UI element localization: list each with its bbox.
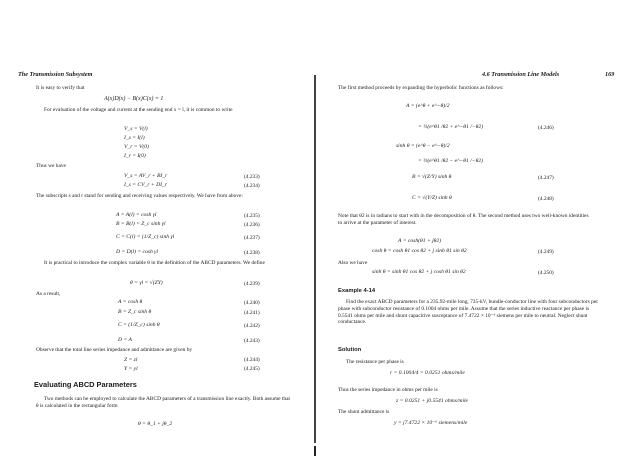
running-header: 4.6 Transmission Line Models [482,71,560,78]
equation: r = 0.1004/4 = 0.0251 ohms/mile [390,370,465,376]
running-header: The Transmission Subsystem [18,71,93,78]
equation: A = cosh(θ1 + jθ2) [398,238,442,244]
equation: B = Z_c sinh θ [118,309,152,315]
right-page [320,0,638,464]
equation: sinh θ = sinh θ1 cos θ2 + j cosh θ1 sin θ2 [372,269,466,275]
equation: θ = γl = √(ZY) [130,280,163,286]
equation: D = D(l) = cosh γl [116,249,158,255]
equation: I_s = I(l) [124,135,145,141]
equation-number: (4.249) [538,249,554,255]
equation: I_r = I(0) [124,153,146,159]
equation-number: (4.234) [244,183,260,189]
equation: C = √(Y/Z) sinh θ [412,195,452,201]
equation: A = cosh θ [118,299,143,305]
equation: C = C(l) = (1/Z_c) sinh γl [116,234,175,240]
equation-number: (4.243) [244,338,260,344]
page-number: 169 [605,71,615,78]
paragraph: Two methods can be employed to calculate the ABCD parameters of a transmission line exactly. Both assume that θ is calculated in the rectangular form [36,396,290,409]
equation-number: (4.242) [244,323,260,329]
equation: Y = yl [124,366,138,372]
paragraph: Observe that the total line series impedance and admittance are given by [36,347,193,353]
equation-number: (4.241) [244,310,260,316]
equation: A(x)D(x) − B(x)C(x) = 1 [104,96,164,102]
paragraph: Also we have [338,260,368,266]
paragraph: For evaluation of the voltage and current at the sending end x = l, it is common to write [44,107,233,113]
section-heading: Evaluating ABCD Parameters [34,380,137,389]
equation: = ½(e^θ1 /θ2 − e^−θ1 /−θ2) [418,158,483,164]
paragraph: It is easy to verify that [36,85,85,91]
equation: A = (e^θ + e^−θ)/2 [406,103,450,109]
equation: = ½(e^θ1 /θ2 + e^−θ1 /−θ2) [418,124,483,130]
equation: V_s = V(l) [124,126,148,132]
equation-number: (4.235) [244,213,260,219]
example-heading: Example 4-14 [338,288,376,294]
paragraph: The first method proceeds by expanding the hyperbolic functions as follows: [338,85,504,91]
equation: cosh θ = cosh θ1 cos θ2 + j sinh θ1 sin θ2 [372,248,467,254]
equation-number: (4.247) [538,175,554,181]
equation: B = √(Z/Y) sinh θ [412,174,452,180]
paragraph: Find the exact ABCD parameters for a 235.92-mile long, 735-kV, bundle-conductor line with four subconductors per phase with subconductor resistance of 0.1004 ohms per mile. Assume that the series inductive reactance per phase is 0.5541 ohms per mile and shunt capacitive susceptance of 7.4722 × 10⁻⁶ siemens per mile to neutral. Neglect shunt conductance. [338,299,599,326]
equation-number: (4.233) [244,174,260,180]
paragraph: The shunt admittance is [338,409,390,415]
equation-number: (4.239) [244,281,260,287]
paragraph: The subscripts s and r stand for sending and receiving values respectively. We have from above: [36,193,243,199]
equation-number: (4.236) [244,222,260,228]
equation-number: (4.250) [538,270,554,276]
solution-heading: Solution [338,347,362,353]
equation: C = (1/Z_c) sinh θ [118,322,160,328]
equation: y = j7.4722 × 10⁻⁶ siemens/mile [394,420,468,426]
equation-number: (4.246) [538,125,554,131]
paragraph: Note that θ2 is in radians to start with in the decomposition of θ. The second method uses two well-known identities to arrive at the parameter of interest. [338,213,589,226]
equation: I_s = CV_r + DI_r [124,182,167,188]
equation: θ = θ_1 + jθ_2 [138,421,173,427]
equation: V_r = V(0) [124,144,149,150]
equation: z = 0.0251 + j0.5541 ohms/mile [396,398,469,404]
equation-number: (4.244) [244,357,260,363]
paragraph: The resistance per phase is [346,359,404,365]
equation: D = A [118,337,132,343]
equation-number: (4.248) [538,196,554,202]
equation: B = B(l) = Z_c sinh γl [116,221,166,227]
equation-number: (4.237) [244,235,260,241]
paragraph: Thus we have [36,163,66,169]
equation-number: (4.245) [244,366,260,372]
paragraph: Thus the series impedance in ohms per mile is [338,387,438,393]
paragraph: As a result, [36,291,61,297]
equation: Z = zl [124,357,138,363]
equation: sinh θ = (e^θ − e^−θ)/2 [396,143,450,149]
equation-number: (4.240) [244,300,260,306]
equation: A = A(l) = cosh γl [116,212,157,218]
paragraph: It is practical to introduce the complex variable θ in the definition of the ABCD parameters. We define [44,260,265,266]
equation: V_s = AV_r + BI_r [124,173,168,179]
equation-number: (4.238) [244,250,260,256]
left-page [0,0,318,464]
